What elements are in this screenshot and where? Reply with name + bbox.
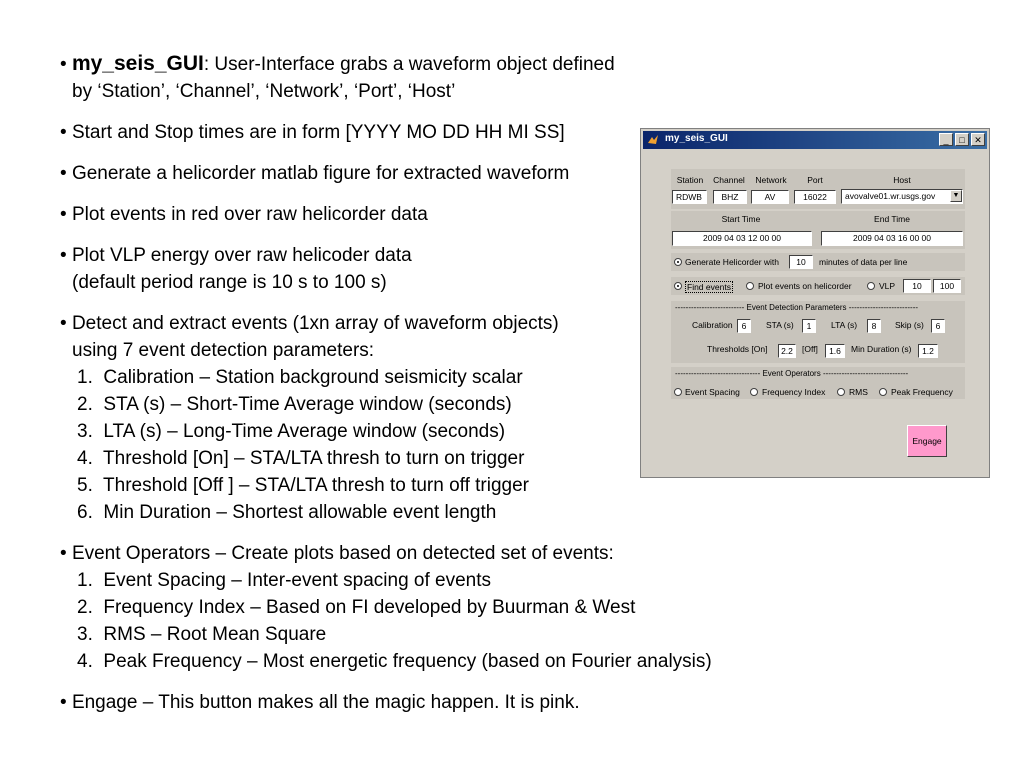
bullet-continuation: using 7 event detection parameters: bbox=[72, 340, 375, 361]
bullet-plot-events: • Plot events in red over raw helicorder data bbox=[60, 204, 428, 225]
bullet-text: Plot VLP energy over raw helicoder data bbox=[71, 245, 412, 266]
network-label: Network bbox=[755, 175, 787, 185]
my-seis-gui-window bbox=[640, 128, 990, 478]
list-item: 2. Frequency Index – Based on FI developed by Buurman & West bbox=[77, 597, 636, 618]
end-time-input[interactable]: 2009 04 03 16 00 00 bbox=[821, 231, 963, 246]
bullet-engage: • Engage – This button makes all the magic happen. It is pink. bbox=[60, 692, 580, 713]
skip-label: Skip (s) bbox=[895, 320, 924, 330]
sta-input[interactable]: 1 bbox=[802, 319, 816, 333]
find-events-label: Find events bbox=[687, 282, 731, 292]
list-item: 1. Calibration – Station background seismicity scalar bbox=[77, 367, 523, 388]
station-label: Station bbox=[676, 175, 704, 185]
port-input[interactable]: 16022 bbox=[794, 190, 836, 204]
close-button[interactable]: ✕ bbox=[971, 133, 985, 146]
bullet-start-stop: • Start and Stop times are in form [YYYY MO DD HH MI SS] bbox=[60, 122, 565, 143]
sta-label: STA (s) bbox=[766, 320, 794, 330]
list-item: 4. Threshold [On] – STA/LTA thresh to turn on trigger bbox=[77, 448, 525, 469]
station-input[interactable]: RDWB bbox=[672, 190, 707, 204]
bullet-text: Detect and extract events (1xn array of waveform objects) bbox=[71, 313, 559, 334]
lta-label: LTA (s) bbox=[831, 320, 858, 330]
event-spacing-radio[interactable] bbox=[674, 388, 682, 396]
window-title: my_seis_GUI bbox=[665, 133, 728, 144]
bullet-helicorder: • Generate a helicorder matlab figure for extracted waveform bbox=[60, 163, 570, 184]
bullet-continuation: by ‘Station’, ‘Channel’, ‘Network’, ‘Port’, ‘Host’ bbox=[72, 81, 456, 102]
minimize-button[interactable]: _ bbox=[939, 133, 953, 146]
find-events-radio[interactable] bbox=[674, 282, 682, 290]
vlp-radio[interactable] bbox=[867, 282, 875, 290]
peak-frequency-radio[interactable] bbox=[879, 388, 887, 396]
lta-input[interactable]: 8 bbox=[867, 319, 881, 333]
rms-radio[interactable] bbox=[837, 388, 845, 396]
bullet-detect: • Detect and extract events (1xn array of waveform objects) bbox=[60, 313, 559, 334]
peak-frequency-label: Peak Frequency bbox=[891, 387, 953, 397]
helicorder-label: Generate Helicorder with bbox=[685, 257, 780, 267]
bullet-text: Plot events in red over raw helicorder data bbox=[71, 204, 428, 225]
min-duration-label: Min Duration (s) bbox=[851, 344, 912, 354]
bullet-text: Engage – This button makes all the magic happen. It is pink. bbox=[71, 692, 580, 713]
chevron-down-icon[interactable]: ▼ bbox=[950, 190, 962, 202]
frequency-index-radio[interactable] bbox=[750, 388, 758, 396]
frequency-index-label: Frequency Index bbox=[762, 387, 826, 397]
gui-name: my_seis_GUI bbox=[71, 52, 204, 75]
helicorder-radio[interactable] bbox=[674, 258, 682, 266]
helicorder-suffix-label: minutes of data per line bbox=[819, 257, 908, 267]
list-item: 3. RMS – Root Mean Square bbox=[77, 624, 327, 645]
vlp-min-input[interactable]: 10 bbox=[903, 279, 931, 293]
event-spacing-label: Event Spacing bbox=[685, 387, 740, 397]
operators-header: -------------------------------- Event Operators -------------------------------- bbox=[675, 369, 909, 378]
bullet-event-operators: • Event Operators – Create plots based on detected set of events: bbox=[60, 543, 614, 564]
bullet-text: Generate a helicorder matlab figure for extracted waveform bbox=[71, 163, 570, 184]
start-time-input[interactable]: 2009 04 03 12 00 00 bbox=[672, 231, 812, 246]
helicorder-minutes-input[interactable]: 10 bbox=[789, 255, 813, 269]
host-select[interactable]: avovalve01.wr.usgs.gov bbox=[841, 189, 963, 204]
list-item: 6. Min Duration – Shortest allowable event length bbox=[77, 502, 497, 523]
matlab-icon bbox=[647, 134, 659, 146]
list-item: 3. LTA (s) – Long-Time Average window (seconds) bbox=[77, 421, 506, 442]
threshold-off-label: [Off] bbox=[802, 344, 818, 354]
bullet-my-seis-gui: • my_seis_GUI: User-Interface grabs a waveform object defined bbox=[60, 52, 615, 75]
list-item: 5. Threshold [Off ] – STA/LTA thresh to turn off trigger bbox=[77, 475, 530, 496]
vlp-max-input[interactable]: 100 bbox=[933, 279, 961, 293]
threshold-off-input[interactable]: 1.6 bbox=[825, 344, 845, 358]
maximize-button[interactable]: □ bbox=[955, 133, 969, 146]
end-time-label: End Time bbox=[874, 214, 910, 224]
channel-label: Channel bbox=[713, 175, 745, 185]
list-item: 1. Event Spacing – Inter-event spacing of events bbox=[77, 570, 492, 591]
plot-events-label: Plot events on helicorder bbox=[758, 281, 852, 291]
port-label: Port bbox=[807, 175, 823, 185]
plot-events-radio[interactable] bbox=[746, 282, 754, 290]
channel-input[interactable]: BHZ bbox=[713, 190, 747, 204]
bullet-vlp: • Plot VLP energy over raw helicoder data bbox=[60, 245, 412, 266]
list-item: 2. STA (s) – Short-Time Average window (seconds) bbox=[77, 394, 512, 415]
list-item: 4. Peak Frequency – Most energetic frequency (based on Fourier analysis) bbox=[77, 651, 712, 672]
vlp-label: VLP bbox=[879, 281, 896, 291]
network-input[interactable]: AV bbox=[751, 190, 789, 204]
skip-input[interactable]: 6 bbox=[931, 319, 945, 333]
threshold-on-input[interactable]: 2.2 bbox=[778, 344, 796, 358]
start-time-label: Start Time bbox=[721, 214, 761, 224]
calibration-input[interactable]: 6 bbox=[737, 319, 751, 333]
detection-header: -------------------------- Event Detection Parameters -------------------------- bbox=[675, 303, 919, 312]
rms-label: RMS bbox=[849, 387, 868, 397]
bullet-text: Start and Stop times are in form [YYYY MO DD HH MI SS] bbox=[71, 122, 565, 143]
bullet-text: Event Operators – Create plots based on detected set of events: bbox=[71, 543, 614, 564]
bullet-text: : User-Interface grabs a waveform object defined bbox=[203, 54, 615, 75]
min-duration-input[interactable]: 1.2 bbox=[918, 344, 938, 358]
engage-button[interactable]: Engage bbox=[907, 425, 947, 457]
bullet-continuation: (default period range is 10 s to 100 s) bbox=[72, 272, 387, 293]
window-titlebar[interactable] bbox=[643, 131, 987, 149]
threshold-on-label: Thresholds [On] bbox=[707, 344, 768, 354]
host-label: Host bbox=[893, 175, 911, 185]
calibration-label: Calibration bbox=[692, 320, 733, 330]
